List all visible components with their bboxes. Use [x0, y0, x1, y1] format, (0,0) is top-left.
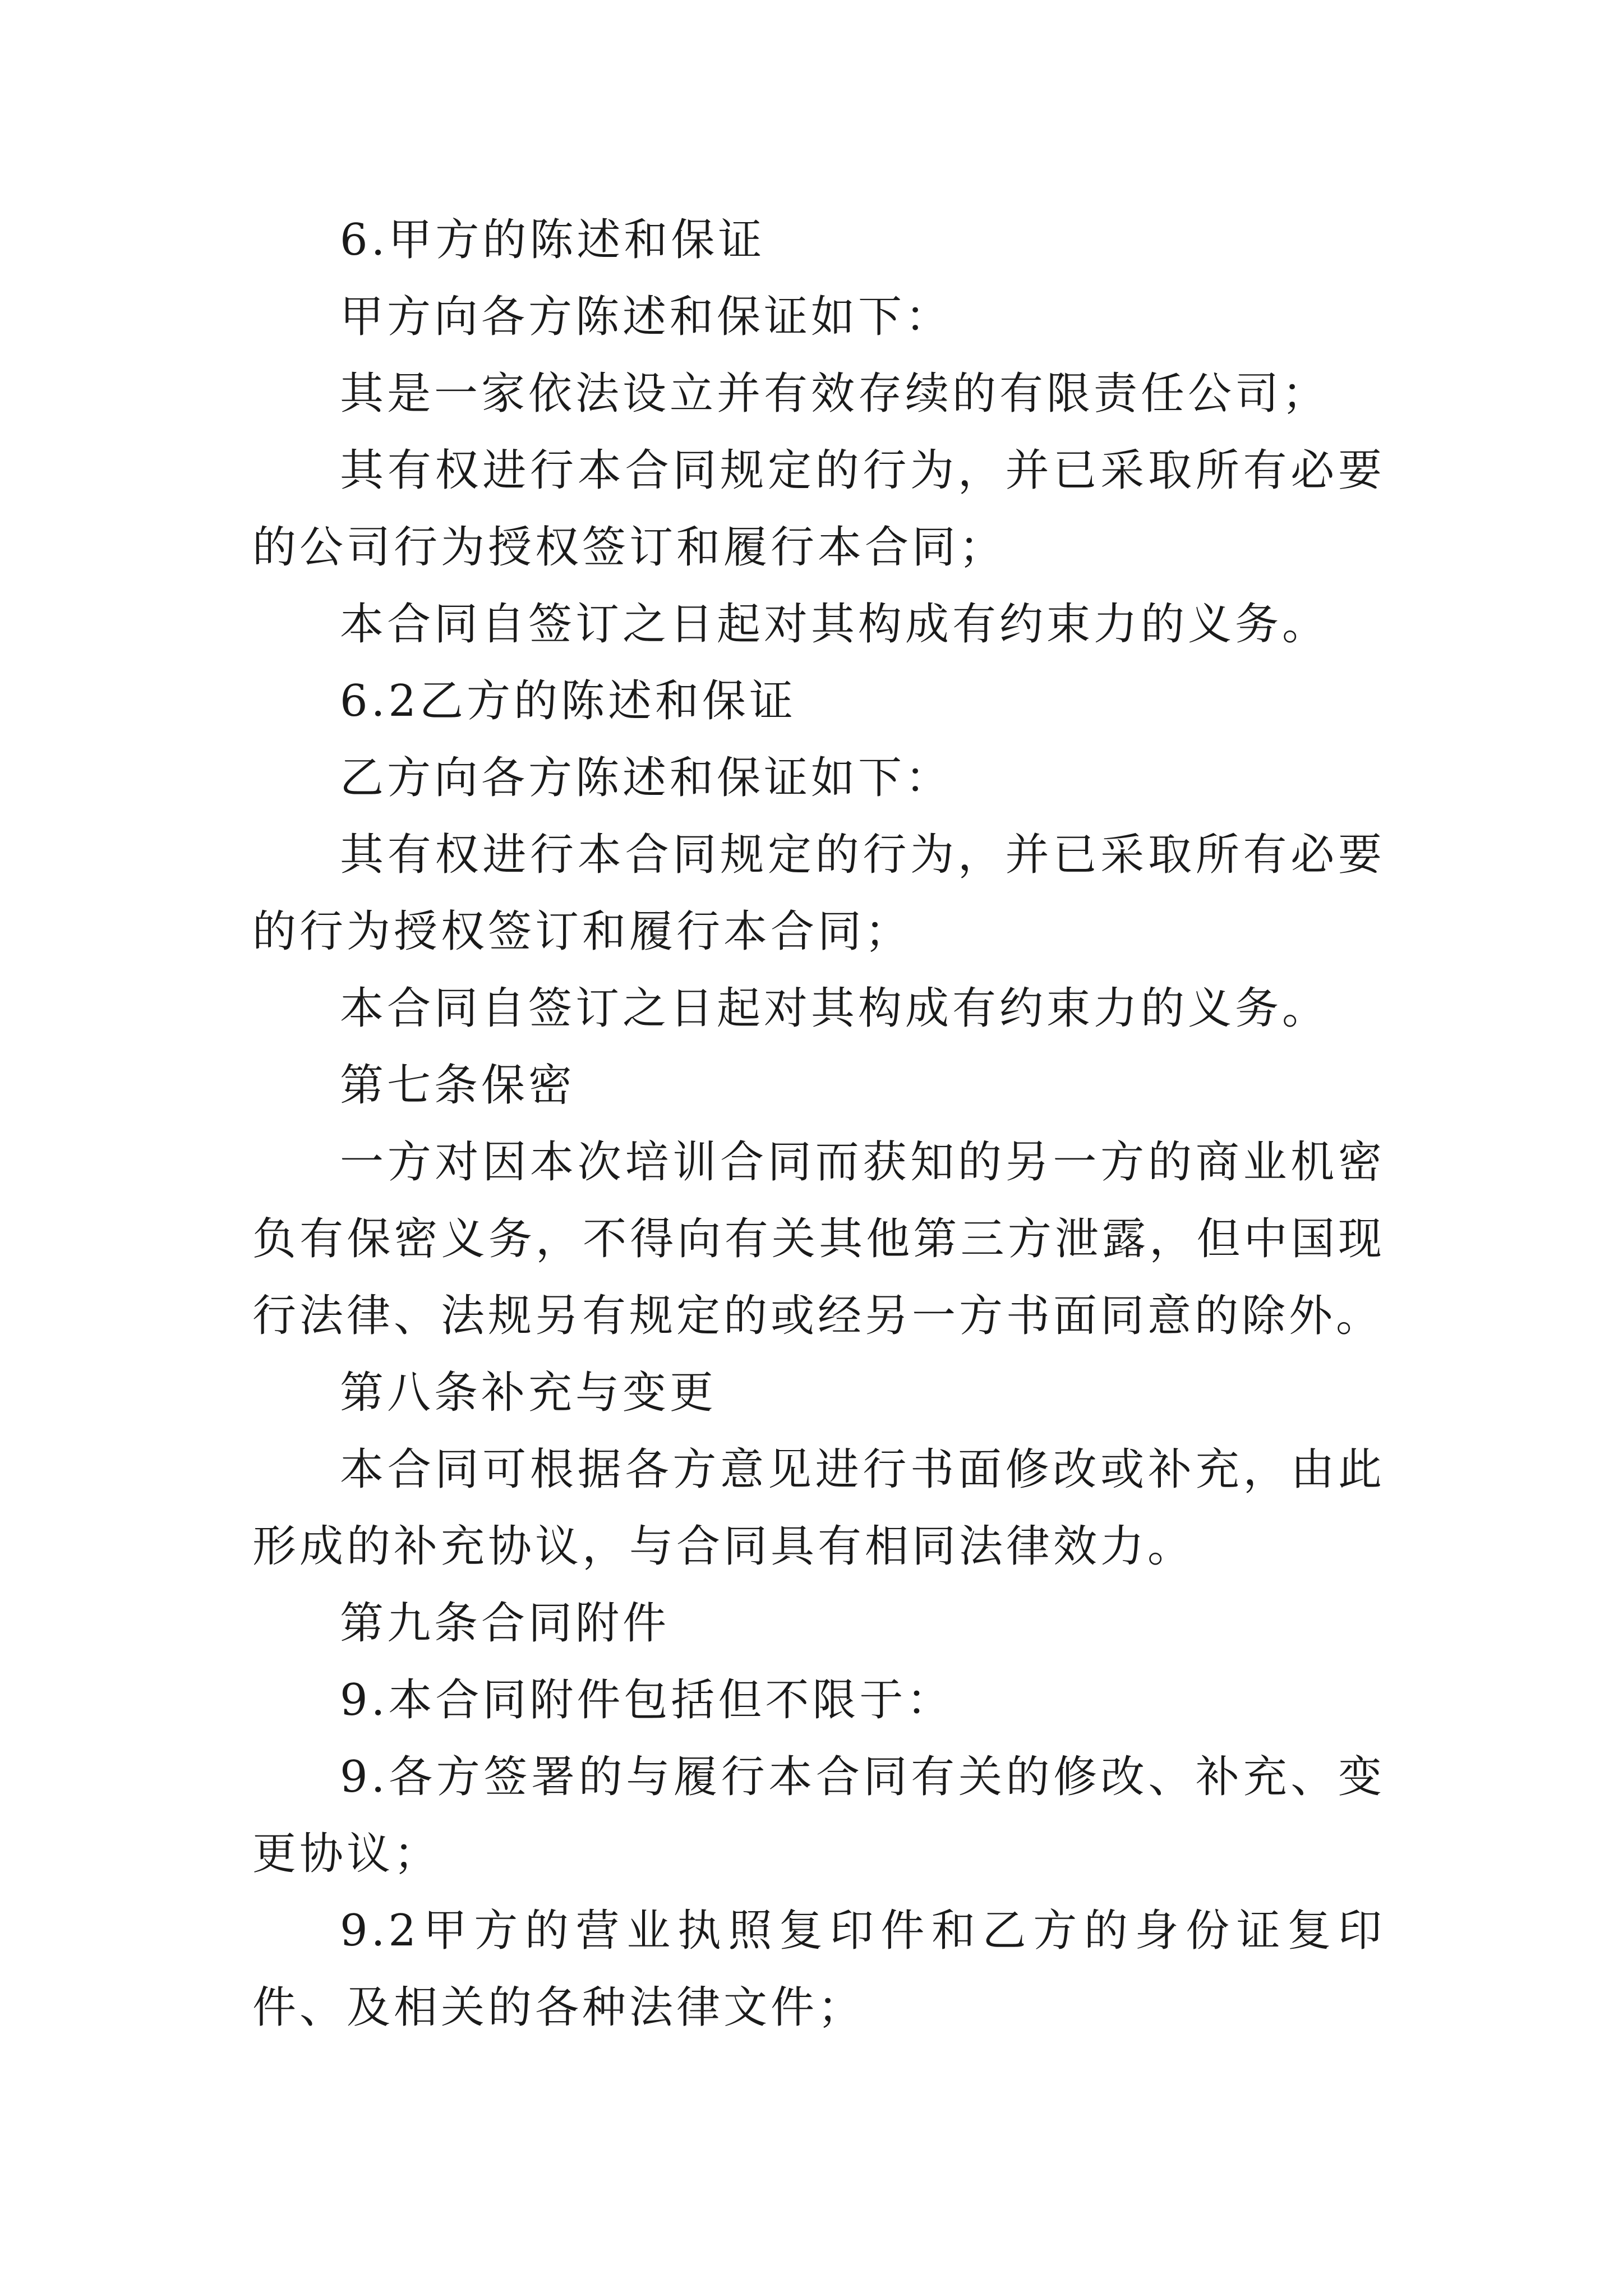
- article-heading-9: 第九条合同附件: [340, 1598, 670, 1649]
- paragraph: 其是一家依法设立并有效存续的有限责任公司；: [340, 369, 1330, 419]
- paragraph: 本合同可根据各方意见进行书面修改或补充，由此形成的补充协议，与合同具有相同法律效力。: [252, 1444, 1385, 1572]
- paragraph: 本合同自签订之日起对其构成有约束力的义务。: [340, 599, 1330, 650]
- paragraph: 其有权进行本合同规定的行为，并已采取所有必要的公司行为授权签订和履行本合同；: [252, 445, 1385, 573]
- paragraph: 甲方向各方陈述和保证如下：: [340, 292, 953, 342]
- paragraph: 9.2甲方的营业执照复印件和乙方的身份证复印件、及相关的各种法律文件；: [252, 1906, 1385, 2033]
- paragraph: 9.各方签署的与履行本合同有关的修改、补充、变更协议；: [252, 1752, 1385, 1879]
- paragraph: 9.本合同附件包括但不限于：: [340, 1675, 954, 1726]
- article-heading-7: 第七条保密: [340, 1060, 576, 1111]
- paragraph: 本合同自签订之日起对其构成有约束力的义务。: [340, 983, 1330, 1034]
- article-heading-8: 第八条补充与变更: [340, 1368, 717, 1418]
- section-heading-6: 6.甲方的陈述和保证: [340, 215, 766, 265]
- section-heading-6-2: 6.2乙方的陈述和保证: [340, 676, 797, 726]
- paragraph: 乙方向各方陈述和保证如下：: [340, 753, 953, 803]
- paragraph: 一方对因本次培训合同而获知的另一方的商业机密负有保密义务，不得向有关其他第三方泄露，但中国现行法律、法规另有规定的或经另一方书面同意的除外。: [252, 1137, 1385, 1341]
- document-body: [252, 202, 1385, 2046]
- paragraph: 其有权进行本合同规定的行为，并已采取所有必要的行为授权签订和履行本合同；: [252, 830, 1385, 957]
